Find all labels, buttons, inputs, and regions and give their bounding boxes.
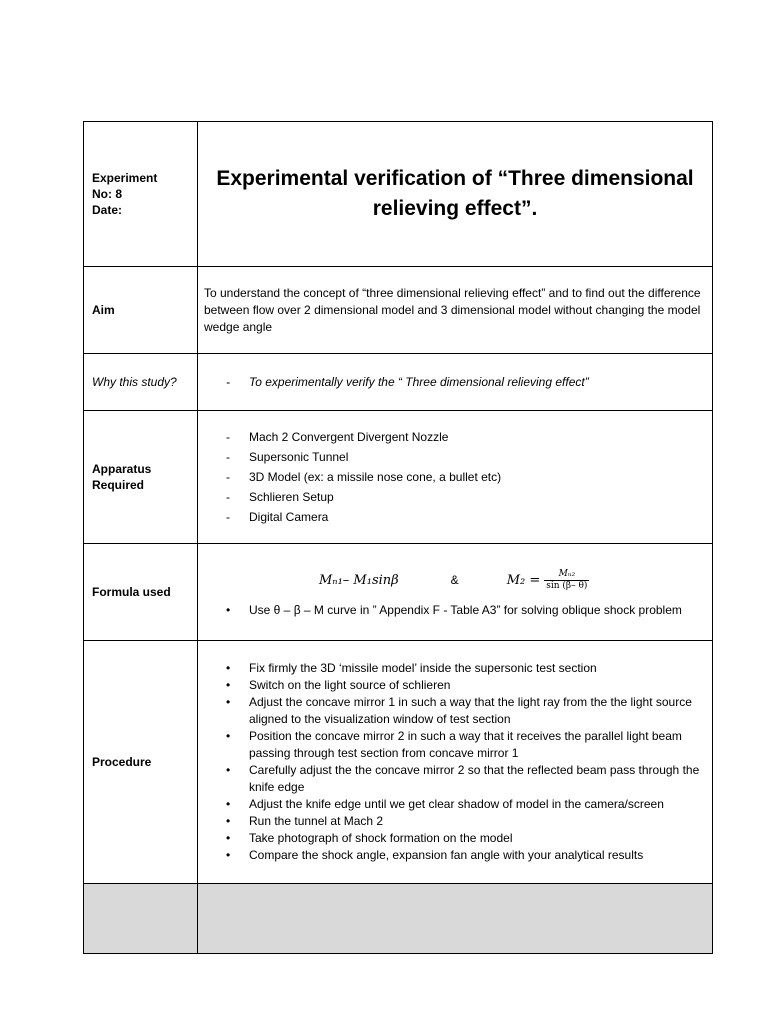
apparatus-row [84,411,713,544]
aim-row [84,267,713,354]
apparatus-label: Apparatus Required [84,411,198,544]
ampersand: & [450,573,459,587]
formula-row [84,544,713,641]
procedure-step: • Position the concave mirror 2 in such a way that it receives the parallel light beam passing through test section from concave mirror 1 [204,728,704,762]
apparatus-item: - Schlieren Setup [204,487,704,507]
formula-cell [198,544,713,641]
aim-label: Aim [84,267,198,354]
formula-notes [204,602,704,619]
formula-label: Formula used [84,544,198,641]
mach2-equation-lhs: M₂ = [506,573,541,588]
experiment-number: No: 8 [92,187,122,201]
procedure-step: • Compare the shock angle, expansion fan angle with your analytical results [204,847,704,864]
mach2-denominator: sin (β– θ) [546,581,588,591]
formula-line [204,566,704,596]
procedure-row [84,641,713,884]
procedure-cell [198,641,713,884]
apparatus-list [204,427,704,527]
apparatus-cell [198,411,713,544]
procedure-step: • Carefully adjust the the concave mirror 2 so that the reflected beam pass through the knife edge [204,762,704,796]
procedure-step: • Fix firmly the 3D ‘missile model’ inside the supersonic test section [204,660,704,677]
experiment-title: Experimental verification of “Three dimensional relieving effect”. [198,122,713,267]
procedure-step: • Take photograph of shock formation on the model [204,830,704,847]
formula-note: • Use θ – β – M curve in ” Appendix F - Table A3” for solving oblique shock problem [204,602,704,619]
mach2-fraction [544,569,589,592]
mach2-numerator: Mₙ₂ [558,569,576,579]
empty-label-cell [84,884,198,954]
apparatus-item: - Supersonic Tunnel [204,447,704,467]
procedure-step: • Switch on the light source of schlieren [204,677,704,694]
procedure-list [204,660,704,864]
aim-text: To understand the concept of “three dimensional relieving effect” and to find out the difference between flow over 2 dimensional model and 3 dimensional model without changing the model wedge angle [198,267,713,354]
header-row [84,122,713,267]
why-label: Why this study? [84,354,198,411]
apparatus-item: - 3D Model (ex: a missile nose cone, a bullet etc) [204,467,704,487]
why-list [204,372,704,392]
apparatus-item: - Mach 2 Convergent Divergent Nozzle [204,427,704,447]
procedure-step: • Adjust the concave mirror 1 in such a way that the light ray from the the light source aligned to the visualization window of test section [204,694,704,728]
why-row [84,354,713,411]
procedure-step: • Run the tunnel at Mach 2 [204,813,704,830]
empty-value-cell [198,884,713,954]
apparatus-item: - Digital Camera [204,507,704,527]
date-label: Date: [92,203,123,217]
why-cell [198,354,713,411]
procedure-step: • Adjust the knife edge until we get clear shadow of model in the camera/screen [204,796,704,813]
experiment-label: Experiment [92,171,158,185]
experiment-sheet [83,121,713,954]
procedure-label: Procedure [84,641,198,884]
empty-row [84,884,713,954]
mach-normal-equation: Mₙ₁– M₁sinβ [319,573,399,588]
experiment-info-cell [84,122,198,267]
why-item: - To experimentally verify the “ Three dimensional relieving effect” [204,372,704,392]
